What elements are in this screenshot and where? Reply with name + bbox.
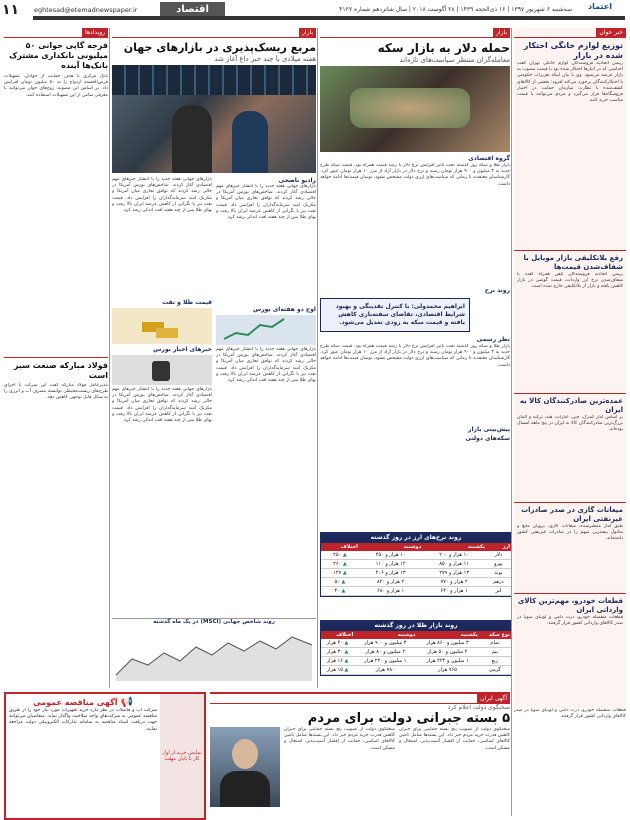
- table-row: [321, 560, 511, 569]
- currency-table-title: روند نرخ‌های ارز در روز گذشته: [321, 533, 511, 543]
- msci-chart-box: [112, 618, 316, 687]
- story-body: سخنگوی دولت از تصویب پنج بسته حمایتی برای جبران کاهش قدرت خرید مردم خبر داد. این بسته‌ها شامل تامین کالاهای اساسی، حمایت از اقشار آسیب‌پذیر، اشتغال و مسکن است.: [399, 727, 510, 751]
- sub-label-group: گروه اقتصادی: [468, 155, 510, 162]
- ad-side-note: نمایش خرید از اول کار تا پایان مهلت: [162, 750, 202, 762]
- story-divider: [4, 357, 108, 358]
- table-row: [321, 639, 511, 648]
- table-cell: ۱ میلیون و ۲۴۰ هزار: [354, 657, 416, 666]
- table-cell: لیر: [486, 587, 511, 596]
- section-email[interactable]: eghtesad@etemadnewspaper.ir: [34, 6, 138, 14]
- ad-inner: [6, 694, 204, 818]
- table-cell: دلار: [486, 551, 511, 560]
- ad-title-row: [9, 697, 157, 708]
- change-value: ۴۰: [334, 588, 340, 594]
- currency-table: [321, 543, 511, 596]
- column-tag: بازار: [493, 28, 510, 37]
- change-value: ۲۵۰: [333, 552, 342, 558]
- page-number: ۱۱: [2, 2, 20, 18]
- brief-headline: رفع بلاتکلیفی بازار موبایل با شفاف‌شدن قیمت‌ها: [523, 254, 623, 271]
- brief-story: [514, 38, 626, 250]
- brief-headline: میعانات گازی در صدر صادرات غیرنفتی ایران: [521, 506, 623, 523]
- table-cell: ۱۱ هزار و ۸۵۰: [422, 560, 485, 569]
- table-header: ارز: [486, 543, 511, 551]
- change-value: ۲۶۰: [333, 561, 342, 567]
- table-header: دوشنبه: [359, 543, 422, 551]
- gold-table: [321, 631, 511, 675]
- story-headline: فولاد مبارکه صنعت سبز است: [13, 361, 108, 380]
- gold-bars-thumb: [112, 308, 212, 344]
- story-subhead: هفته میلادی با چند خبر داغ آغاز شد: [214, 55, 316, 63]
- story-body: قطعات منفصله خودرو، ذرت دامی و لوبیای سویا در صدر کالاهای وارداتی کشور قرار گرفتند.: [514, 708, 626, 720]
- table-cell: پوند: [486, 569, 511, 578]
- table-row: [321, 587, 511, 596]
- table-cell: ۱۰ هزار و ۴۵۰: [359, 551, 422, 560]
- box-label: خبرهای اخبار بورس: [153, 346, 212, 353]
- newspaper-logo: اعتماد: [588, 2, 612, 11]
- up-arrow-icon: ▲: [341, 588, 346, 594]
- column-coin-market: [320, 28, 510, 528]
- stock-exchange-photo: [112, 65, 316, 173]
- table-header: اختلاف: [321, 543, 359, 551]
- column-divider: [109, 28, 110, 688]
- change-value: ۱۲۷: [333, 570, 342, 576]
- table-row: [321, 666, 511, 675]
- up-arrow-icon: ▲: [344, 658, 349, 664]
- coin-photo: [320, 66, 510, 152]
- gold-table-box: [320, 620, 512, 676]
- market-columns: [112, 177, 316, 557]
- table-cell: ۱۳ هزار و ۲۷۹: [422, 569, 485, 578]
- brief-body: بر اساس آمار گمرک، چین، امارات، هند، ترکیه و آلمان بزرگ‌ترین صادرکنندگان کالا به ایران در پنج ماهه امسال بوده‌اند.: [517, 415, 623, 433]
- story-body: بازارهای جهانی هفته جدید را با انتشار خبرهای مهم اقتصادی آغاز کردند. شاخص‌های بورس آمریکا در حالی رشد کردند که توافق تجاری میان آمریکا و مکزیک امید سرمایه‌گذاران را افزایش داد. قیمت نفت نیز با نگرانی از کاهش عرضه ایران بالا رفت و بهای طلا پس از چند هفته افت اندکی رشد کرد.: [112, 177, 212, 214]
- change-value: ۵۰: [334, 579, 340, 585]
- box-label: رادیو ناصحی: [278, 177, 316, 184]
- bottom-story: [210, 692, 510, 818]
- column-divider: [511, 28, 512, 816]
- oil-thumb: [112, 355, 212, 385]
- table-cell: [321, 639, 354, 648]
- table-row: [321, 551, 511, 560]
- column-tag: خبر خوان: [596, 28, 626, 37]
- gold-bars-icon: [112, 308, 212, 344]
- table-cell: ۲ هزار و ۸۲۰: [359, 578, 422, 587]
- column-divider: [317, 28, 318, 688]
- table-cell: [321, 551, 359, 560]
- ad-side-panel: [160, 694, 204, 818]
- story-headline: فرجه گاپی جوانی ۵۰ میلیونی بانکداری مشترک بانک‌ها آینده: [9, 41, 108, 70]
- table-cell: ۳ میلیون و ۹۰۰ هزار: [354, 639, 416, 648]
- brief-body: رییس اتحادیه فروشندگان تلفن همراه گفت با شفاف‌شدن نرخ ارز واردات، قیمت گوشی در بازار کاهش یافته و بازار از بلاتکلیفی خارج شده است.: [517, 272, 623, 290]
- table-cell: ۲ میلیون و ۸۰ هزار: [354, 648, 416, 657]
- column-tag: رویدادها: [82, 28, 108, 37]
- table-cell: [321, 666, 354, 675]
- issue-info: سه‌شنبه ۶ شهریور ۱۳۹۷ | ۱۶ ذی‌الحجه ۱۴۳۹ | ۲۸ آگوست ۲۰۱۸ | سال شانزدهم شماره ۴۱۲۷: [339, 6, 572, 13]
- table-header: اختلاف: [321, 631, 354, 639]
- up-arrow-icon: ▲: [342, 570, 347, 576]
- brief-body: طبق آمار منتشرشده، میعانات گازی، پروپان مایع و متانول بیشترین سهم را در صادرات غیرنفتی کشور داشته‌اند.: [517, 524, 623, 542]
- ad-content: [6, 694, 160, 818]
- table-row: [321, 648, 511, 657]
- story-headline: حمله دلار به بازار سکه: [377, 41, 510, 55]
- table-row: [321, 657, 511, 666]
- story-headline: مربع ریسک‌پذیری در بازارهای جهان: [123, 41, 316, 54]
- bottom-story-content: [210, 727, 510, 807]
- story-kicker: سخنگوی دولت اعلام کرد: [447, 704, 510, 711]
- brief-body: رییس اتحادیه فروشندگان لوازم خانگی تهران گفت اجناسی که در انبارها احتکار شده بود با قیمت مصوب به بازار عرضه می‌شود. وی با بیان اینکه تعزیرات حکومتی با احتکارکنندگان برخورد می‌کند افزود: بخشی از کالاهای کشف‌شده با نظارت سازمان حمایت در اختیار فروشگاه‌ها قرار می‌گیرد و مردم می‌توانند با قیمت مناسب خرید کنند.: [517, 61, 623, 104]
- table-cell: [321, 578, 359, 587]
- table-cell: گرمی: [479, 666, 511, 675]
- table-cell: [321, 569, 359, 578]
- chart-up-icon: [216, 315, 316, 345]
- market-thumb: [216, 315, 316, 345]
- table-cell: یورو: [486, 560, 511, 569]
- table-cell: ۲ میلیون و ۵۰ هزار: [416, 648, 478, 657]
- chart-caption: روند شاخص جهانی (MSCI) در یک ماه گذشته: [153, 619, 275, 625]
- brief-story: [514, 593, 626, 702]
- market-col-left: [112, 177, 212, 557]
- column-tag: آگهی ایران: [477, 694, 510, 703]
- up-arrow-icon: ▲: [344, 667, 349, 673]
- sub-label-coins: سکه‌های دولتی: [465, 435, 510, 442]
- tender-ad[interactable]: [4, 692, 206, 820]
- oil-barrel-icon: [112, 355, 212, 385]
- table-header: دوشنبه: [354, 631, 416, 639]
- sub-label-official: نظر رسمی: [476, 336, 510, 343]
- market-col-right: [216, 177, 316, 557]
- table-header: یکشنبه: [416, 631, 478, 639]
- story-body: بازارهای جهانی هفته جدید را با انتشار خبرهای مهم اقتصادی آغاز کردند. شاخص‌های بورس آمریکا در حالی رشد کردند که توافق تجاری میان آمریکا و مکزیک امید سرمایه‌گذاران را افزایش داد. قیمت نفت نیز با نگرانی از کاهش عرضه ایران بالا رفت و بهای طلا پس از چند هفته افت اندکی رشد کرد.: [112, 387, 212, 424]
- story-body-continued: بازار طلا و سکه روز گذشته تحت تاثیر افزایش نرخ دلار با رشد قیمت همراه بود. قیمت سکه طرح جدید به ۳ میلیون و ۹۰۰ هزار تومان رسید و نرخ دلار در بازار آزاد از مرز ۱۰ هزار تومان عبور کرد. کارشناسان معتقدند تا زمانی که سیاست‌های ارزی دولت مشخص نشود، نوسان قیمت‌ها ادامه خواهد داشت.: [320, 344, 510, 368]
- brief-headline: قطعات خودرو، مهم‌ترین کالای وارداتی ایران: [517, 597, 623, 614]
- box-label: اوج دو هفته‌ای بورس: [252, 306, 316, 313]
- change-value: ۴۰ هزار: [326, 640, 343, 646]
- table-cell: ۳ میلیون و ۸۶۰ هزار: [416, 639, 478, 648]
- table-cell: ۷۶۵ هزار: [416, 666, 478, 675]
- ad-title: آگهی مناقصه عمومی: [33, 698, 118, 707]
- table-cell: ۲ هزار و ۷۷۰: [422, 578, 485, 587]
- brief-story: [514, 502, 626, 593]
- megaphone-icon: 📢: [120, 697, 133, 708]
- brief-story: [514, 393, 626, 502]
- table-cell: [321, 657, 354, 666]
- sub-label-rate: روند نرخ: [484, 287, 510, 294]
- trading-screens-image: [112, 65, 316, 95]
- table-cell: تمام: [479, 639, 511, 648]
- trader-figure-image: [232, 111, 268, 173]
- column-tag-bar: [514, 28, 626, 38]
- story-body: بانک مرکزی با هدف حمایت از جوانان، تسهیلات قرض‌الحسنه ازدواج را به ۵۰ میلیون تومان افزایش داد. بر اساس این مصوبه، زوج‌های جوان می‌توانند با معرفی ضامن از این تسهیلات استفاده کنند.: [4, 74, 108, 98]
- ad-body: شرکت آب و فاضلاب در نظر دارد خرید تجهیزات مورد نیاز خود را از طریق مناقصه عمومی به شرکت‌های واجد صلاحیت واگذار نماید. متقاضیان می‌توانند جهت دریافت اسناد مناقصه به سامانه تدارکات الکترونیکی دولت مراجعه نمایند.: [9, 708, 157, 732]
- story-body: مدیرعامل فولاد مبارکه گفت این شرکت با اجرای طرح‌های زیست‌محیطی توانسته مصرف آب و انرژی را به شکل قابل توجهی کاهش دهد.: [4, 383, 108, 401]
- table-cell: درهم: [486, 578, 511, 587]
- gold-table-title: روند بازار طلا در روز گذشته: [321, 621, 511, 631]
- change-value: ۱۵ هزار: [326, 667, 343, 673]
- right-bottom-text: [514, 708, 626, 816]
- trader-figure-image: [172, 105, 212, 173]
- section-title: اقتصاد: [160, 2, 225, 18]
- story-body: سخنگوی دولت از تصویب پنج بسته حمایتی برای جبران کاهش قدرت خرید مردم خبر داد. این بسته‌ها شامل تامین کالاهای اساسی، حمایت از اقشار آسیب‌پذیر، اشتغال و مسکن است.: [284, 727, 395, 751]
- table-cell: ۱ هزار و ۶۴۰: [422, 587, 485, 596]
- table-cell: [321, 648, 354, 657]
- person-head-image: [232, 739, 258, 769]
- up-arrow-icon: ▲: [342, 561, 347, 567]
- story-body: بازار طلا و سکه روز گذشته تحت تاثیر افزایش نرخ دلار با رشد قیمت همراه بود. قیمت سکه طرح جدید به ۳ میلیون و ۹۰۰ هزار تومان رسید و نرخ دلار در بازار آزاد از مرز ۱۰ هزار تومان عبور کرد. کارشناسان معتقدند تا زمانی که سیاست‌های ارزی دولت مشخص نشود، نوسان قیمت‌ها ادامه خواهد داشت.: [320, 163, 510, 187]
- column-global-markets: [112, 28, 316, 668]
- table-cell: ربع: [479, 657, 511, 666]
- table-header: نوع سکه: [479, 631, 511, 639]
- pullquote: ابراهیم محمدولی: با کنترل نقدینگی و بهبود شرایط اقتصادی، تقاضای سفته‌بازی کاهش یافته و قیمت سکه به زودی تعدیل می‌شود.: [320, 298, 470, 332]
- table-cell: [321, 560, 359, 569]
- up-arrow-icon: ▲: [342, 552, 347, 558]
- story-body: بازارهای جهانی هفته جدید را با انتشار خبرهای مهم اقتصادی آغاز کردند. شاخص‌های بورس آمریکا در حالی رشد کردند که توافق تجاری میان آمریکا و مکزیک امید سرمایه‌گذاران را افزایش داد. قیمت نفت نیز با نگرانی از کاهش عرضه ایران بالا رفت و بهای طلا پس از چند هفته افت اندکی رشد کرد.: [216, 347, 316, 384]
- table-cell: ۱۲ هزار و ۱۱۰: [359, 560, 422, 569]
- table-cell: ۱ هزار و ۶۸۰: [359, 587, 422, 596]
- table-row: [321, 569, 511, 578]
- story-headline: ۵ بسته جبرانی دولت برای مردم: [307, 711, 510, 726]
- change-value: ۱۶ هزار: [326, 658, 343, 664]
- table-row: [321, 578, 511, 587]
- brief-headline: توزیع لوازم خانگی احتکار شده در بازار: [523, 41, 623, 60]
- spokesman-photo: [210, 727, 280, 807]
- header-rule: [33, 16, 625, 20]
- column-news-briefs: [514, 28, 626, 708]
- column-tag: بازار: [299, 28, 316, 37]
- column-tag-bar: [4, 28, 108, 38]
- table-header: یکشنبه: [422, 543, 485, 551]
- column-events: [4, 28, 108, 688]
- msci-chart: [112, 625, 316, 683]
- change-value: ۳۰ هزار: [326, 649, 343, 655]
- currency-table-box: [320, 532, 512, 597]
- story-body: بازارهای جهانی هفته جدید را با انتشار خبرهای مهم اقتصادی آغاز کردند. شاخص‌های بورس آمریکا در حالی رشد کردند که توافق تجاری میان آمریکا و مکزیک امید سرمایه‌گذاران را افزایش داد. قیمت نفت نیز با نگرانی از کاهش عرضه ایران بالا رفت و بهای طلا پس از چند هفته افت اندکی رشد کرد.: [216, 184, 316, 221]
- column-tag-bar: [112, 28, 316, 38]
- table-cell: ۷۸۰ هزار: [354, 666, 416, 675]
- table-cell: ۱ میلیون و ۲۲۴ هزار: [416, 657, 478, 666]
- table-cell: ۱۳ هزار و ۴۰۶: [359, 569, 422, 578]
- person-body-image: [220, 771, 270, 807]
- column-tag-bar: [210, 694, 510, 704]
- brief-body: قطعات منفصله خودرو، ذرت دامی و لوبیای سویا در صدر کالاهای وارداتی کشور قرار گرفتند.: [517, 615, 623, 627]
- table-cell: نیم: [479, 648, 511, 657]
- up-arrow-icon: ▲: [344, 640, 349, 646]
- table-cell: [321, 587, 359, 596]
- story-subhead: معامله‌گران منتظر سیاست‌های تازه‌اند: [399, 56, 510, 64]
- up-arrow-icon: ▲: [344, 649, 349, 655]
- box-label: قیمت طلا و نفت: [162, 299, 212, 306]
- up-arrow-icon: ▲: [341, 579, 346, 585]
- column-tag-bar: [320, 28, 510, 38]
- brief-story: [514, 250, 626, 393]
- brief-headline: عمده‌ترین صادرکنندگان کالا به ایران: [519, 397, 623, 414]
- sub-label-forecast: پیش‌بینی بازار: [468, 426, 510, 433]
- table-cell: ۱۰ هزار و ۲۰۰: [422, 551, 485, 560]
- hands-cash-image: [350, 88, 470, 128]
